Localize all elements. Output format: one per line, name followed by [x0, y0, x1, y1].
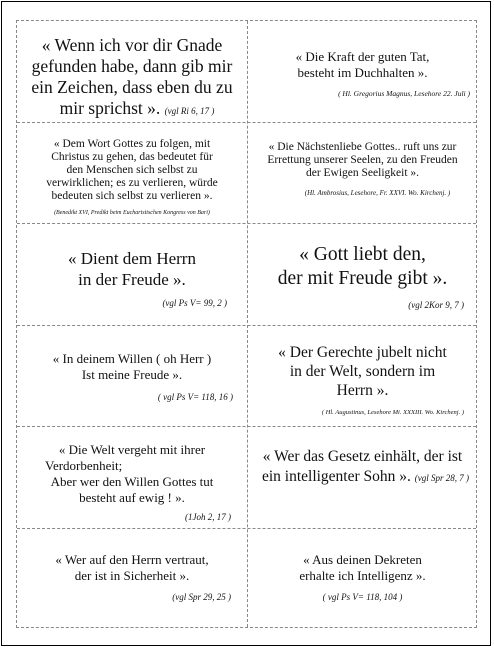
quote-reference: (Hl. Ambrosius, Lesehore, Fr. XXVI. Wo. Kirchenj. ) [304, 189, 451, 197]
quote-reference: (vgl Ps V= 99, 2 ) [162, 298, 227, 308]
quote-line: verwirklichen; es zu verlieren, würde [46, 177, 218, 189]
quote-card-6 [247, 223, 478, 325]
quote-line: in der Freude ». [78, 270, 186, 289]
quote-line-text: mir sprichst ». [59, 98, 161, 118]
quote-line [253, 467, 472, 488]
quote-card-1 [17, 21, 247, 122]
quote-card-12 [247, 528, 478, 629]
quote-reference: (vgl Ri 6, 17 ) [164, 106, 215, 116]
quote-line: in der Welt, sondern im [289, 363, 436, 380]
quote-line: « Aus deinen Dekreten [303, 552, 422, 567]
quote-card-8 [247, 325, 478, 426]
quote-line: der ist in Sicherheit ». [74, 568, 190, 583]
quote-reference: (vgl 2Kor 9, 7 ) [408, 300, 464, 310]
quote-reference: ( vgl Ps V= 118, 104 ) [322, 592, 403, 602]
quote-line: Aber wer den Willen Gottes tut [50, 474, 214, 489]
quote-line: erhalte ich Intelligenz ». [299, 568, 426, 583]
quote-reference: (Benedikt XVI, Predikt beim Eucharistischen Kongress von Bari) [54, 210, 210, 216]
quote-card-4 [247, 122, 478, 223]
quote-line: « Die Nächstenliebe Gottes.. ruft uns zur [268, 141, 457, 153]
quote-line-text: ein intelligenter Sohn ». [261, 468, 411, 485]
quote-line: « Dient dem Herrn [68, 249, 196, 268]
quote-line: « Die Kraft der guten Tat, [295, 49, 430, 64]
quote-line: « Wer auf den Herrn vertraut, [55, 552, 209, 567]
quote-line: ein Zeichen, dass eben du zu [31, 77, 233, 97]
quote-line: Herrn ». [336, 382, 389, 399]
quote-line: « Dem Wort Gottes zu folgen, mit [53, 138, 211, 150]
quote-line: besteht auf ewig ! ». [79, 490, 185, 505]
quote-card-10 [247, 426, 478, 528]
quote-line: « Der Gerechte jubelt nicht [278, 344, 447, 361]
quote-line [27, 98, 237, 122]
quote-line: der mit Freude gibt ». [277, 268, 448, 289]
quote-line: der Ewigen Seeligkeit ». [305, 167, 420, 179]
quote-reference: (vgl Spr 28, 7 ) [414, 473, 470, 483]
quote-reference: ( Hl. Gregorius Magnus, Lesehore 22. Juli ) [338, 89, 470, 98]
quote-line: gefunden habe, dann gib mir [31, 56, 233, 76]
quote-reference: (1Joh 2, 17 ) [185, 512, 231, 522]
quote-card-9 [17, 426, 247, 528]
quote-line: bedeuten sich selbst zu verlieren ». [51, 190, 213, 202]
quote-line: « Wer das Gesetz einhält, der ist [262, 448, 463, 465]
quote-line: « Gott liebt den, [299, 244, 426, 265]
card-grid [16, 20, 477, 628]
quote-card-5 [17, 223, 247, 325]
quote-line: « Wenn ich vor dir Gnade [41, 35, 223, 55]
quote-reference: ( vgl Ps V= 118, 16 ) [157, 392, 233, 402]
quote-card-11 [17, 528, 247, 629]
quote-card-2 [247, 21, 478, 122]
quote-card-3 [17, 122, 247, 223]
quote-line: den Menschen sich selbst zu [66, 164, 198, 176]
quote-line: « In deinem Willen ( oh Herr ) [52, 351, 212, 366]
quote-reference: (vgl Spr 29, 25 ) [172, 592, 231, 602]
quote-card-7 [17, 325, 247, 426]
quote-line: besteht im Duchhalten ». [297, 65, 428, 80]
quote-line: « Die Welt vergeht mit ihrer [58, 442, 206, 457]
quote-line: Ist meine Freude ». [81, 367, 183, 382]
quote-line: Christus zu gehen, das bedeutet für [51, 151, 213, 163]
quote-line: Errettung unserer Seelen, zu den Freuden [267, 154, 458, 166]
quote-reference: ( Hl. Augustinus, Lesehore Mi. XXXIII. Wo. Kirchenj. ) [321, 409, 464, 416]
quote-line: Verdorbenheit; [45, 458, 123, 473]
